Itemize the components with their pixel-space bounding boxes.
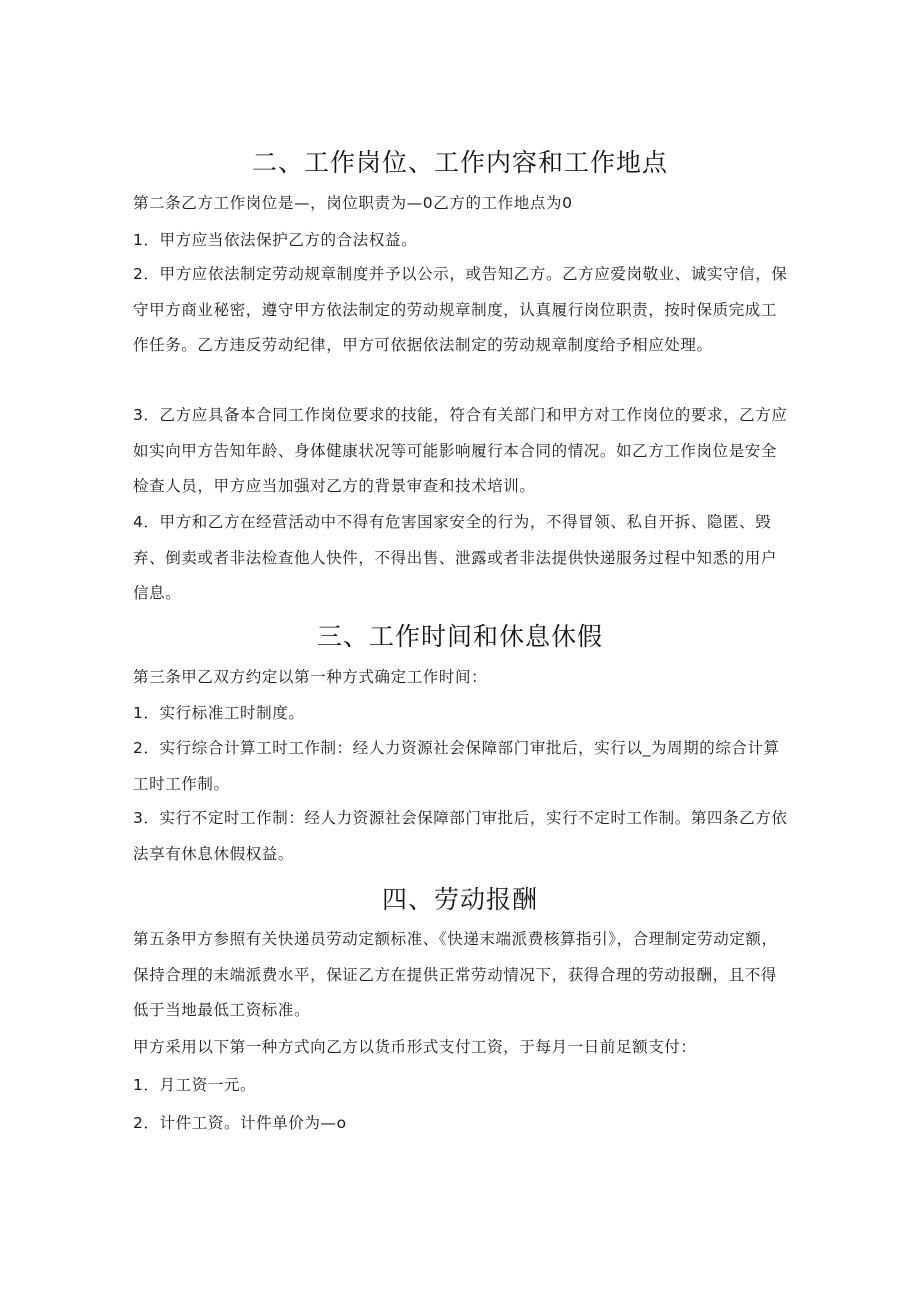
paragraph-item-2: 2．甲方应依法制定劳动规章制度并予以公示，或告知乙方。乙方应爱岗敬业、诚实守信，保守甲方商业秘密，遵守甲方依法制定的劳动规章制度，认真履行岗位职责，按时保质完成工作任务。乙方违反劳动纪律，甲方可依据依法制定的劳动规章制度给予相应处理。 <box>133 265 788 354</box>
section-heading-remuneration: 四、劳动报酬 <box>381 885 538 914</box>
paragraph-item-1: 1．实行标准工时制度。 <box>133 704 305 722</box>
paragraph-item-1: 1．甲方应当依法保护乙方的合法权益。 <box>133 231 418 249</box>
paragraph-item-3: 3．实行不定时工作制：经人力资源社会保障部门审批后，实行不定时工作制。第四条乙方依法享有休息休假权益。 <box>133 809 788 863</box>
paragraph-article-2: 第二条乙方工作岗位是—，岗位职责为—0乙方的工作地点为0 <box>133 194 573 212</box>
paragraph-article-3: 第三条甲乙双方约定以第一种方式确定工作时间： <box>133 668 488 686</box>
paragraph-payment-method: 甲方采用以下第一种方式向乙方以货币形式支付工资，于每月一日前足额支付： <box>133 1038 697 1056</box>
paragraph-item-1: 1．月工资一元。 <box>133 1076 257 1094</box>
paragraph-item-2: 2．实行综合计算工时工作制：经人力资源社会保障部门审批后，实行以_为周期的综合计算工时工作制。 <box>133 739 780 793</box>
section-heading-working-hours: 三、工作时间和休息休假 <box>316 622 603 651</box>
paragraph-item-2: 2．计件工资。计件单价为—o <box>133 1114 347 1132</box>
section-heading-job-position: 二、工作岗位、工作内容和工作地点 <box>251 148 668 177</box>
paragraph-article-5: 第五条甲方参照有关快递员劳动定额标准、《快递末端派费核算指引》，合理制定劳动定额，保持合理的末端派费水平，保证乙方在提供正常劳动情况下，获得合理的劳动报酬，且不得低于当地最低工资标准。 <box>133 930 778 1019</box>
paragraph-item-4: 4．甲方和乙方在经营活动中不得有危害国家安全的行为，不得冒领、私自开拆、隐匿、毁弃、倒卖或者非法检查他人快件，不得出售、泄露或者非法提供快递服务过程中知悉的用户信息。 <box>133 513 778 602</box>
paragraph-item-3: 3．乙方应具备本合同工作岗位要求的技能，符合有关部门和甲方对工作岗位的要求，乙方应如实向甲方告知年龄、身体健康状况等可能影响履行本合同的情况。如乙方工作岗位是安全检查人员，甲方应当加强对乙方的背景审查和技术培训。 <box>133 406 788 495</box>
